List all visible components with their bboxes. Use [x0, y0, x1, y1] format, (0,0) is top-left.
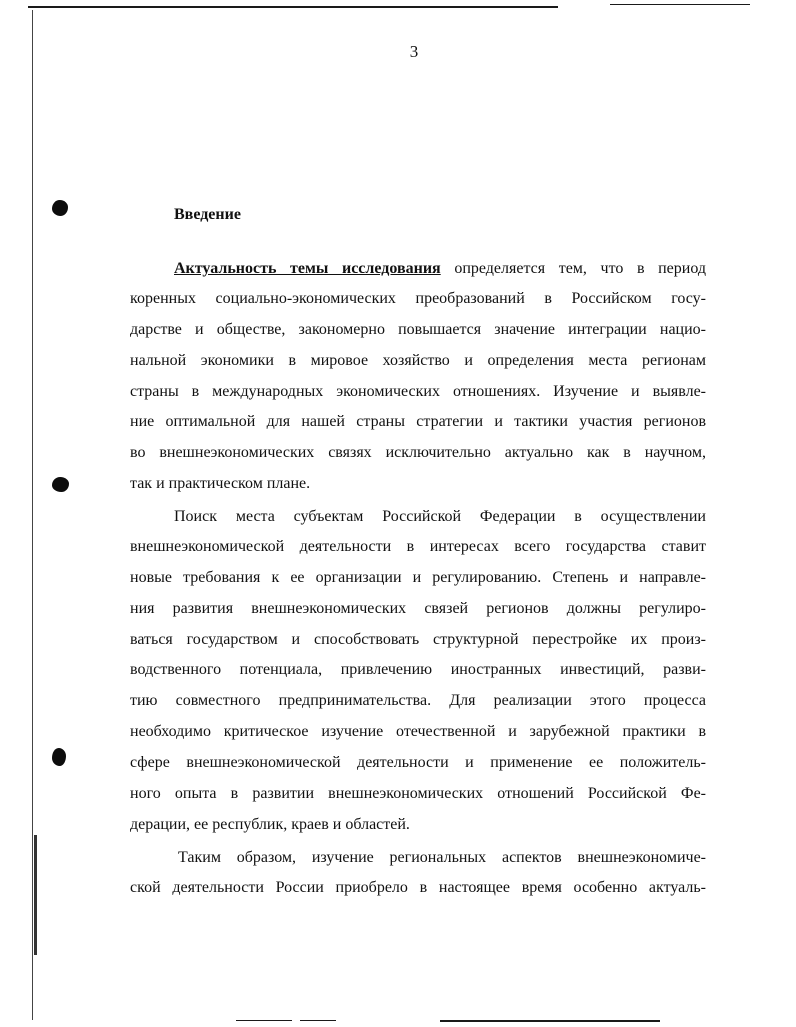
paragraph-line: сфере внешнеэкономической деятельности и применение ее положитель- [130, 754, 706, 771]
paragraph-line: необходимо критическое изучение отечественной и зарубежной практики в [130, 723, 706, 740]
section-heading: Введение [174, 206, 241, 223]
scan-border-left [32, 10, 33, 1020]
intro-term: Актуальность темы исследования [174, 260, 441, 277]
paragraph-line: дерации, ее республик, краев и областей. [130, 816, 410, 833]
paragraph-line: новые требования к ее организации и регулированию. Степень и направле- [130, 569, 706, 586]
paragraph-line: нальной экономики в мировое хозяйство и определения места регионам [130, 352, 706, 369]
scan-border-top [28, 6, 558, 8]
paragraph-line: коренных социально-экономических преобразований в Российском госу- [130, 290, 706, 307]
paragraph-line: во внешнеэкономических связях исключительно актуально как в научном, [130, 444, 706, 461]
paragraph-line: страны в международных экономических отношениях. Изучение и выявле- [130, 383, 706, 400]
paragraph-line: тию совместного предпринимательства. Для реализации этого процесса [130, 692, 706, 709]
paragraph-line: ской деятельности России приобрело в настоящее время особенно актуаль- [130, 879, 706, 896]
paragraph-line: ваться государством и способствовать структурной перестройке их произ- [130, 631, 706, 648]
paragraph-line: водственного потенциала, привлечению иностранных инвестиций, разви- [130, 661, 706, 678]
scan-border-bottom [236, 1020, 292, 1021]
paragraph-line: ного опыта в развитии внешнеэкономических отношений Российской Фе- [130, 785, 706, 802]
paragraph-line: Поиск места субъектам Российской Федерации в осуществлении [174, 508, 706, 525]
paragraph-line [174, 260, 706, 278]
paragraph-line: ния развития внешнеэкономических связей регионов должны регулиро- [130, 600, 706, 617]
paragraph-line: дарстве и обществе, закономерно повышается значение интеграции нацио- [130, 321, 706, 338]
scan-border-bottom-2 [300, 1020, 336, 1021]
paragraph-line: ние оптимальной для нашей страны стратегии и тактики участия регионов [130, 413, 706, 430]
punch-hole-bottom [52, 748, 66, 766]
scan-border-top-right [610, 4, 750, 5]
scan-border-bottom-3 [440, 1020, 660, 1022]
punch-hole-top [52, 200, 68, 216]
paragraph-line: Таким образом, изучение региональных аспектов внешнеэкономиче- [178, 849, 706, 866]
punch-hole-middle [52, 477, 69, 492]
scan-border-left-mark [34, 835, 37, 955]
paragraph-line: внешнеэкономической деятельности в интересах всего государства ставит [130, 538, 706, 555]
paragraph-line: так и практическом плане. [130, 475, 311, 492]
page-number: 3 [409, 42, 419, 61]
paragraph-line-text: определяется тем, что в период [454, 260, 707, 277]
